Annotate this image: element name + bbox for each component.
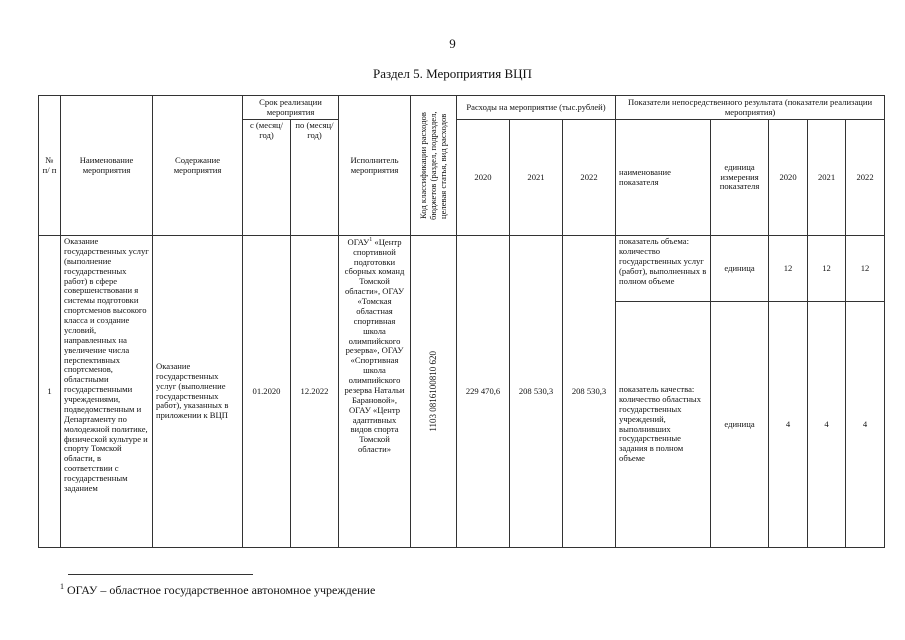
row-num: 1	[39, 236, 61, 548]
table-row	[39, 236, 885, 302]
row-executor	[339, 236, 411, 548]
header-code	[411, 96, 457, 236]
header-cost-year-2020: 2020	[457, 120, 510, 236]
header-code-text: Код классификации расходов бюджетов (раздел, подраздел, целевая статья, вид расходов	[417, 111, 448, 220]
indicator-1-value-2022: 12	[846, 236, 885, 302]
header-content: Содержание мероприятия	[153, 96, 243, 236]
header-executor: Исполнитель мероприятия	[339, 96, 411, 236]
header-num: № п/ п	[39, 96, 61, 236]
indicator-2-value-2020: 4	[769, 302, 808, 548]
header-cost-year-2022: 2022	[563, 120, 616, 236]
indicator-1-value-2020: 12	[769, 236, 808, 302]
indicator-1-unit: единица	[711, 236, 769, 302]
footnote-marker: 1	[60, 582, 64, 591]
header-period-from: с (месяц/ год)	[243, 120, 291, 236]
row-code	[411, 236, 457, 548]
header-indicator-year-2020: 2020	[769, 120, 808, 236]
events-table	[38, 95, 885, 548]
footnote-text: ОГАУ – областное государственное автономное учреждение	[64, 583, 376, 597]
header-indicator-year-2021: 2021	[808, 120, 846, 236]
footnote-ref: 1	[369, 237, 373, 243]
header-row-1	[39, 96, 885, 120]
header-indicators-group: Показатели непосредственного результата (показатели реализации мероприятия)	[616, 96, 885, 120]
executor-text: «Центр спортивной подготовки сборных команд Томской области», ОГАУ «Томская областная спортивная школа олимпийского резерва», ОГАУ «Спортивная школа олимпийского резерва Натальи Барановой», ОГАУ «Центр адаптивных видов спорта Томской области»	[344, 236, 405, 455]
indicator-2-name: показатель качества: количество областных государственных учреждений, выполнивших государственные задания в полном объеме	[616, 302, 711, 548]
header-cost-year-2021: 2021	[510, 120, 563, 236]
header-costs-group: Расходы на мероприятие (тыс.рублей)	[457, 96, 616, 120]
header-indicator-name: наименование показателя	[616, 120, 711, 236]
row-cost-2020: 229 470,6	[457, 236, 510, 548]
indicator-2-unit: единица	[711, 302, 769, 548]
footnote-divider	[68, 574, 253, 575]
indicator-1-value-2021: 12	[808, 236, 846, 302]
footnote	[60, 582, 375, 598]
header-indicator-year-2022: 2022	[846, 120, 885, 236]
header-name: Наименование мероприятия	[61, 96, 153, 236]
header-indicator-unit: единица измерения показателя	[711, 120, 769, 236]
row-period-to: 12.2022	[291, 236, 339, 548]
row-name: Оказание государственных услуг (выполнение государственных работ) в сфере совершенствовани я системы подготовки спортсменов высокого класса и создание условий, направленных на увеличение числа перспективных спортсменов, областными государственными учреждениями, подведомственным и Департаменту по молодежной политике, физической культуре и спорту Томской области, в соответствии с государственным заданием	[61, 236, 153, 548]
page-number: 9	[449, 36, 456, 51]
row-cost-2021: 208 530,3	[510, 236, 563, 548]
executor-name: ОГАУ	[347, 236, 370, 247]
header-period-group: Срок реализации мероприятия	[243, 96, 339, 120]
section-title: Раздел 5. Мероприятия ВЦП	[373, 66, 532, 81]
indicator-2-value-2021: 4	[808, 302, 846, 548]
header-period-to: по (месяц/ год)	[291, 120, 339, 236]
row-cost-2022: 208 530,3	[563, 236, 616, 548]
row-content: Оказание государственных услуг (выполнение государственных работ), указанных в приложении к ВЦП	[153, 236, 243, 548]
indicator-2-value-2022: 4	[846, 302, 885, 548]
indicator-1-name: показатель объема: количество государственных услуг (работ), выполненных в полном объеме	[616, 236, 711, 302]
row-period-from: 01.2020	[243, 236, 291, 548]
row-code-text: 1103 0816100810 620	[428, 351, 439, 432]
